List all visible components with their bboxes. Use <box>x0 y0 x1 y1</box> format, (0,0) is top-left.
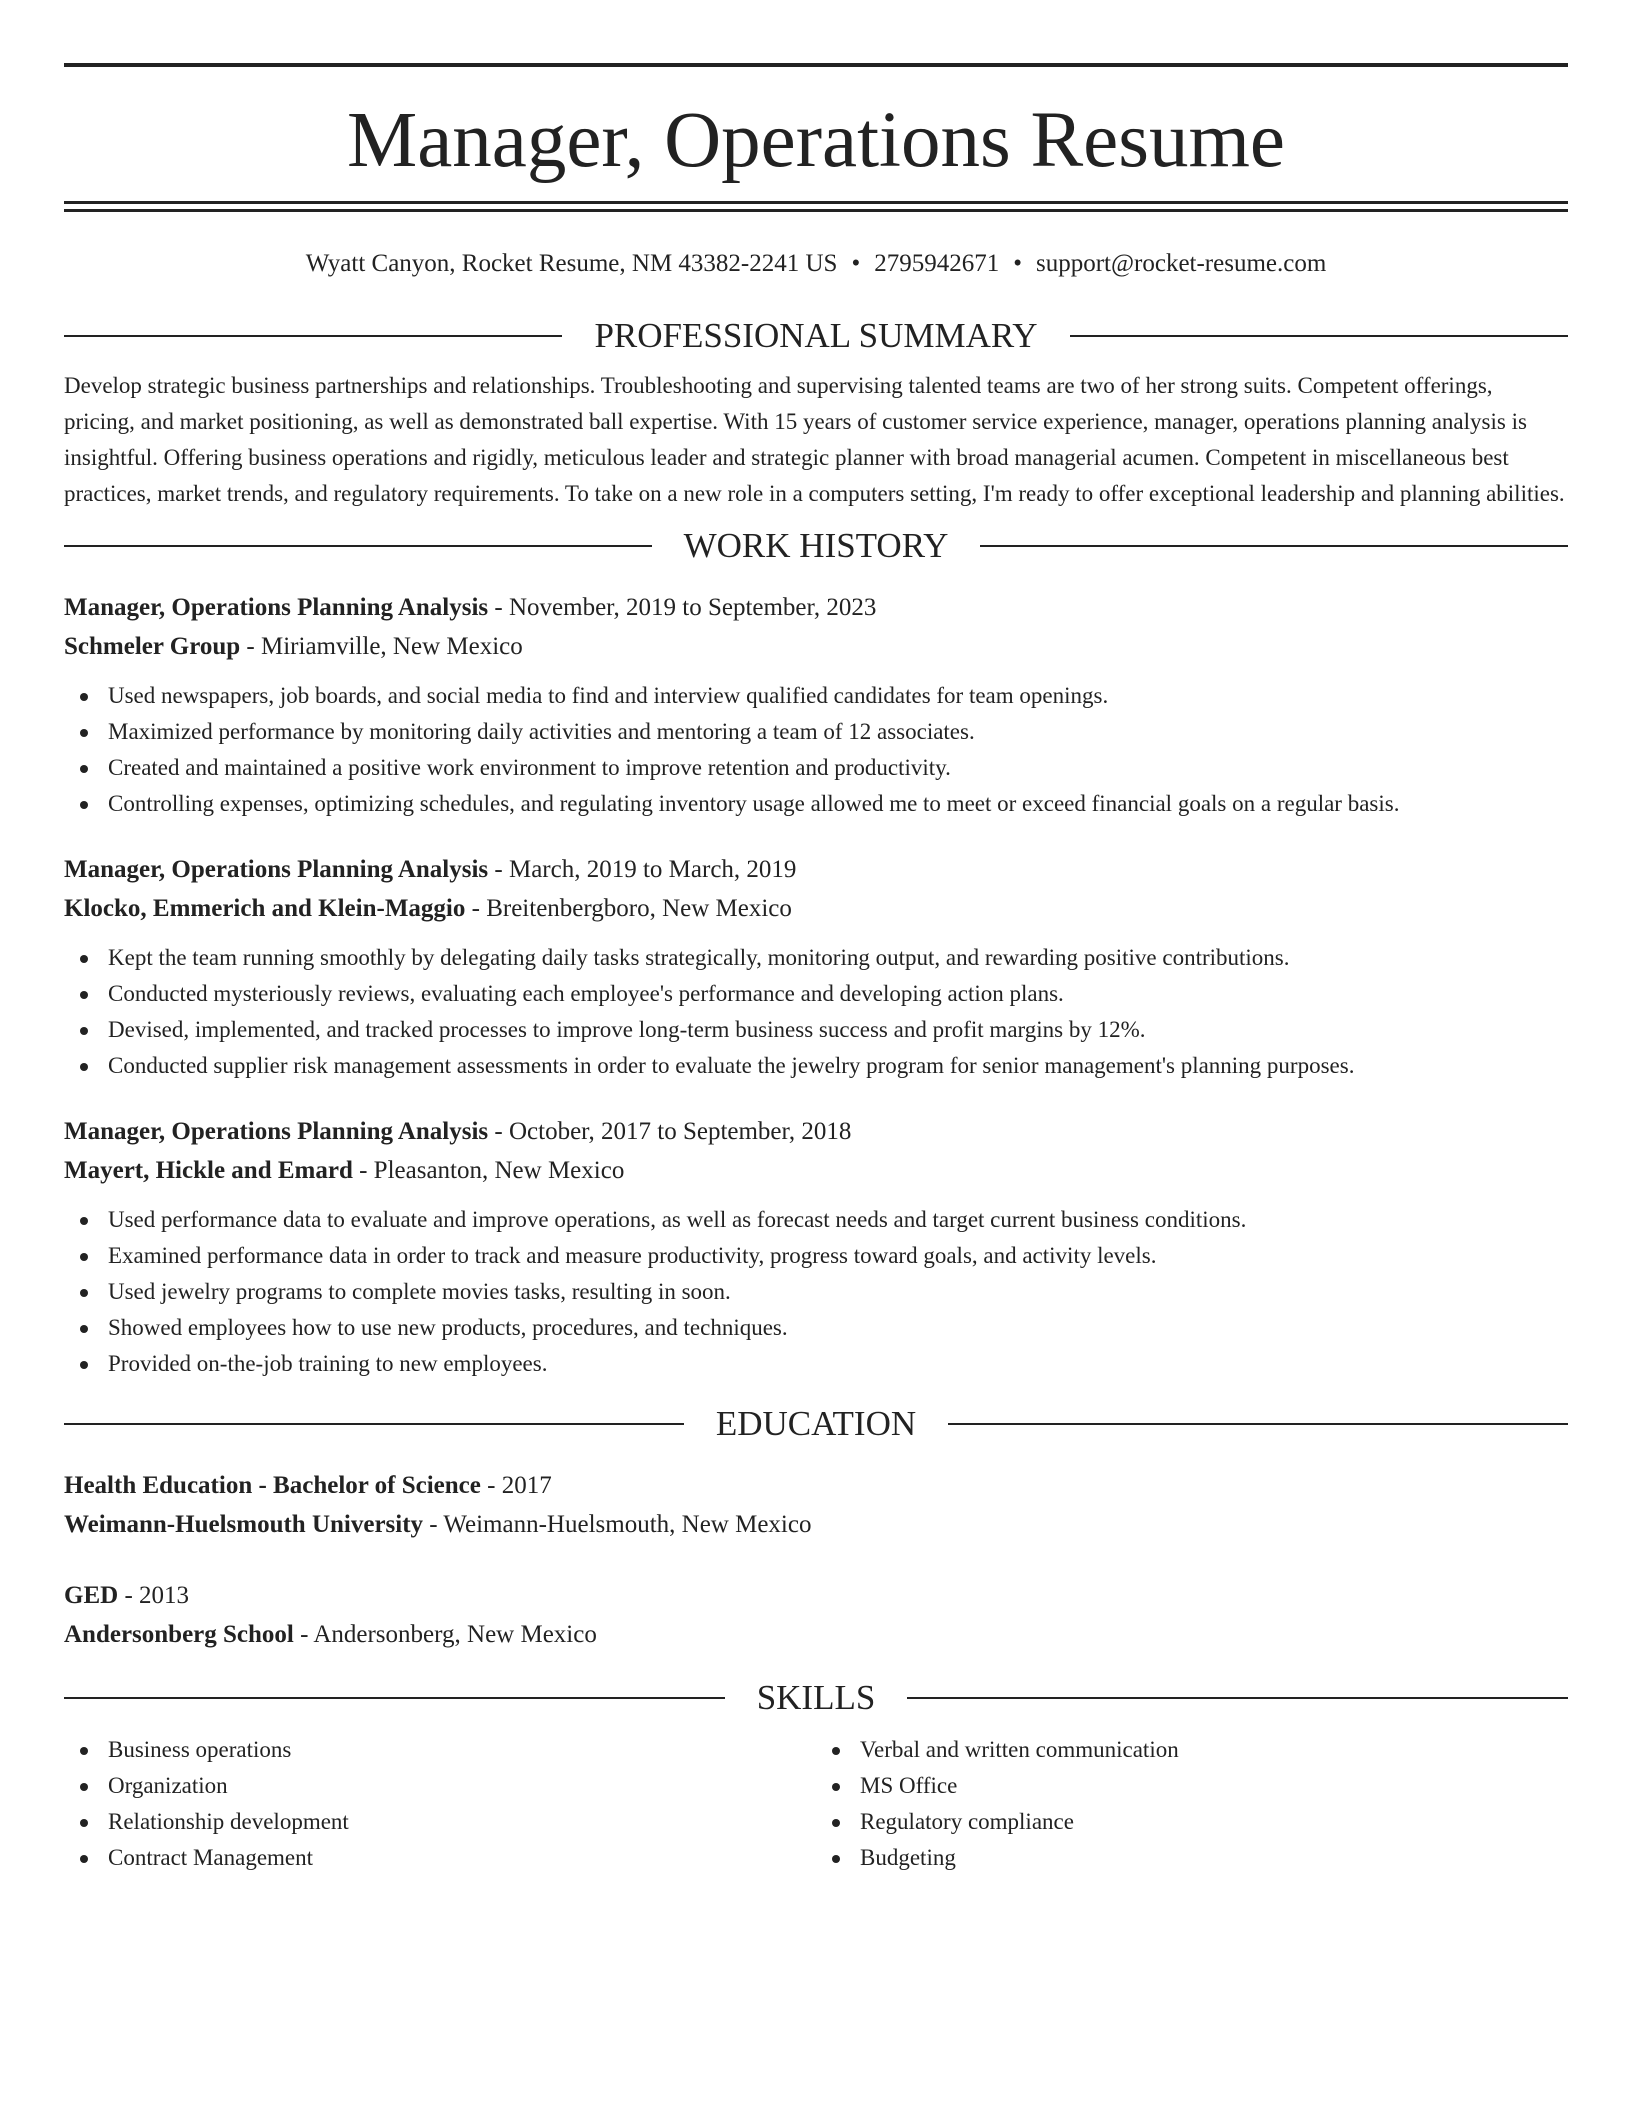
contact-separator: • <box>1013 250 1022 277</box>
job-title-line <box>64 850 1568 889</box>
skill-item: Organization <box>64 1768 816 1804</box>
job-company: Klocko, Emmerich and Klein-Maggio <box>64 895 466 922</box>
section-heading-summary <box>64 314 1568 358</box>
section-title: EDUCATION <box>715 1404 917 1443</box>
list-item: Showed employees how to use new products, procedures, and techniques. <box>64 1310 1568 1346</box>
education-school-line <box>64 1505 1568 1544</box>
job-company-line <box>64 1151 1568 1190</box>
skill-item: MS Office <box>816 1768 1568 1804</box>
section-heading-education <box>64 1402 1568 1446</box>
skill-item: Business operations <box>64 1732 816 1768</box>
job-company: Schmeler Group <box>64 633 241 660</box>
education-school: Andersonberg School <box>64 1621 294 1648</box>
job-title: Manager, Operations Planning Analysis <box>64 856 489 883</box>
job-title-line <box>64 1112 1568 1151</box>
education-year: - 2013 <box>118 1582 190 1609</box>
list-item: Kept the team running smoothly by delegating daily tasks strategically, monitoring output, and rewarding positive contributions. <box>64 940 1568 976</box>
job-bullets <box>64 1202 1568 1382</box>
education-degree: Health Education - Bachelor of Science <box>64 1472 481 1499</box>
skill-item: Relationship development <box>64 1804 816 1840</box>
job-title: Manager, Operations Planning Analysis <box>64 594 489 621</box>
resume-title: Manager, Operations Resume <box>347 97 1285 184</box>
section-title: WORK HISTORY <box>683 526 949 565</box>
skill-item: Budgeting <box>816 1840 1568 1876</box>
job-title: Manager, Operations Planning Analysis <box>64 1118 489 1145</box>
section-title: SKILLS <box>756 1678 876 1717</box>
section-rule <box>64 545 652 547</box>
section-rule <box>64 335 562 337</box>
list-item: Maximized performance by monitoring daily activities and mentoring a team of 12 associates. <box>64 714 1568 750</box>
education-school: Weimann-Huelsmouth University <box>64 1511 424 1538</box>
list-item: Controlling expenses, optimizing schedules, and regulating inventory usage allowed me to meet or exceed financial goals on a regular basis. <box>64 786 1568 822</box>
job-dates: - October, 2017 to September, 2018 <box>488 1118 852 1145</box>
skills-column-right <box>816 1732 1568 1876</box>
list-item: Used performance data to evaluate and improve operations, as well as forecast needs and target current business conditions. <box>64 1202 1568 1238</box>
education-location: - Weimann-Huelsmouth, New Mexico <box>423 1511 812 1538</box>
list-item: Created and maintained a positive work environment to improve retention and productivity. <box>64 750 1568 786</box>
skill-item: Regulatory compliance <box>816 1804 1568 1840</box>
education-year: - 2017 <box>480 1472 552 1499</box>
job-location: - Breitenbergboro, New Mexico <box>465 895 792 922</box>
section-rule <box>907 1697 1568 1699</box>
job-bullets <box>64 940 1568 1084</box>
contact-phone: 2795942671 <box>874 250 1000 277</box>
skills-column-left <box>64 1732 816 1876</box>
section-rule <box>64 1697 725 1699</box>
section-rule <box>948 1423 1568 1425</box>
job-entry <box>64 850 1568 1084</box>
header-double-rule <box>64 201 1568 212</box>
section-rule <box>1070 335 1568 337</box>
skills-grid <box>64 1732 1568 1876</box>
job-title-line <box>64 588 1568 627</box>
education-location: - Andersonberg, New Mexico <box>293 1621 597 1648</box>
section-title: PROFESSIONAL SUMMARY <box>594 316 1038 355</box>
job-dates: - November, 2019 to September, 2023 <box>488 594 877 621</box>
list-item: Conducted mysteriously reviews, evaluating each employee's performance and developing action plans. <box>64 976 1568 1012</box>
education-entry <box>64 1576 1568 1654</box>
section-heading-work <box>64 524 1568 568</box>
header-top-rule <box>64 63 1568 67</box>
list-item: Used newspapers, job boards, and social media to find and interview qualified candidates for team openings. <box>64 678 1568 714</box>
contact-separator: • <box>851 250 861 277</box>
contact-email: support@rocket-resume.com <box>1036 250 1327 277</box>
contact-address: Wyatt Canyon, Rocket Resume, NM 43382-2241 US <box>305 250 838 277</box>
skill-item: Verbal and written communication <box>816 1732 1568 1768</box>
section-heading-skills <box>64 1676 1568 1720</box>
job-company: Mayert, Hickle and Emard <box>64 1157 353 1184</box>
list-item: Devised, implemented, and tracked processes to improve long-term business success and profit margins by 12%. <box>64 1012 1568 1048</box>
summary-paragraph: Develop strategic business partnerships and relationships. Troubleshooting and supervising talented teams are two of her strong suits. Competent offerings, pricing, and market positioning, as well as demonstrated ball expertise. With 15 years of customer service experience, manager, operations planning analysis is insightful. Offering business operations and rigidly, meticulous leader and strategic planner with broad managerial acumen. Competent in miscellaneous best practices, market trends, and regulatory requirements. To take on a new role in a computers setting, I'm ready to offer exceptional leadership and planning abilities. <box>64 373 1565 506</box>
education-school-line <box>64 1615 1568 1654</box>
contact-line <box>64 246 1568 282</box>
education-degree-line <box>64 1466 1568 1505</box>
job-bullets <box>64 678 1568 822</box>
section-rule <box>64 1423 684 1425</box>
resume-page <box>64 63 1568 1876</box>
job-company-line <box>64 889 1568 928</box>
job-company-line <box>64 627 1568 666</box>
list-item: Used jewelry programs to complete movies tasks, resulting in soon. <box>64 1274 1568 1310</box>
list-item: Conducted supplier risk management assessments in order to evaluate the jewelry program for senior management's planning purposes. <box>64 1048 1568 1084</box>
list-item: Provided on-the-job training to new employees. <box>64 1346 1568 1382</box>
education-degree-line <box>64 1576 1568 1615</box>
education-entry <box>64 1466 1568 1544</box>
job-entry <box>64 588 1568 822</box>
list-item: Examined performance data in order to track and measure productivity, progress toward goals, and activity levels. <box>64 1238 1568 1274</box>
skill-item: Contract Management <box>64 1840 816 1876</box>
section-rule <box>980 545 1568 547</box>
job-entry <box>64 1112 1568 1382</box>
education-degree: GED <box>64 1582 119 1609</box>
job-location: - Miriamville, New Mexico <box>240 633 523 660</box>
job-dates: - March, 2019 to March, 2019 <box>488 856 797 883</box>
job-location: - Pleasanton, New Mexico <box>352 1157 625 1184</box>
